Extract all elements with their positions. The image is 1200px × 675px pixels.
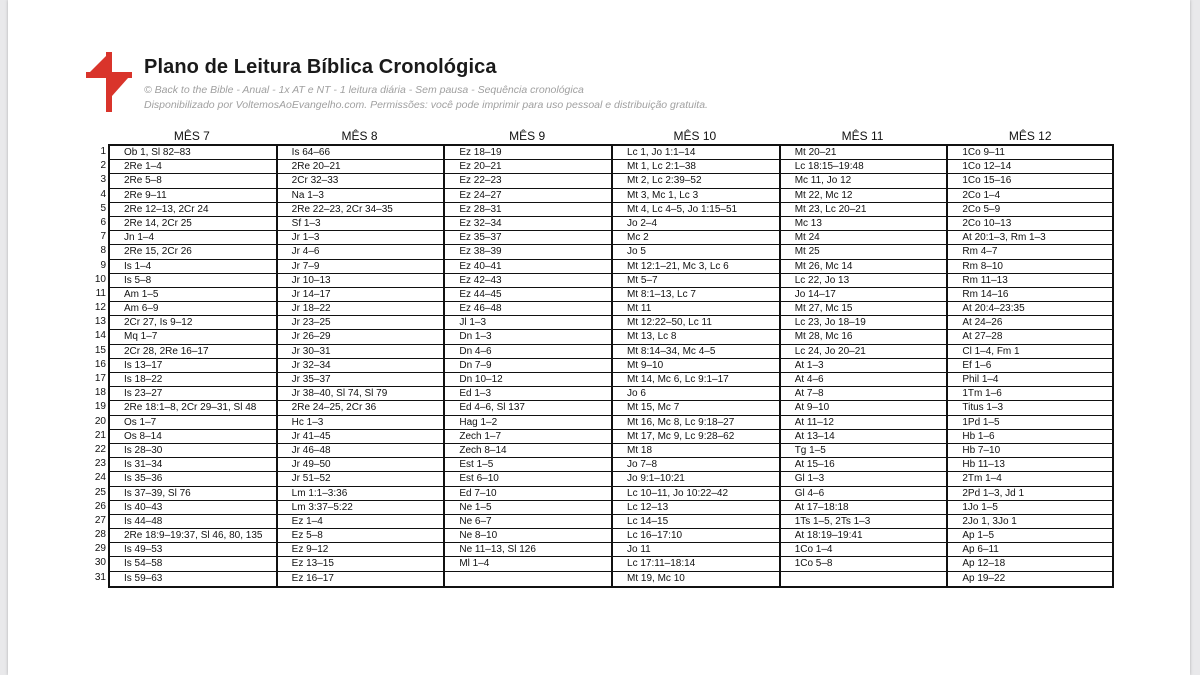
reading-cell: Mt 15, Mc 7 bbox=[613, 401, 779, 415]
month-header: MÊS 10 bbox=[673, 129, 717, 143]
reading-cell: At 20:1–3, Rm 1–3 bbox=[948, 231, 1112, 245]
reading-cell: Jo 14–17 bbox=[781, 288, 947, 302]
reading-cell: Lc 18:15–19:48 bbox=[781, 160, 947, 174]
month-column bbox=[276, 128, 444, 586]
reading-cell: Na 1–3 bbox=[278, 189, 444, 203]
reading-cell: Lc 16–17:10 bbox=[613, 529, 779, 543]
reading-cell: Is 64–66 bbox=[278, 146, 444, 160]
reading-cell: Hb 1–6 bbox=[948, 430, 1112, 444]
day-number: 4 bbox=[100, 188, 106, 200]
day-number: 29 bbox=[94, 543, 106, 555]
reading-cell: Ml 1–4 bbox=[445, 557, 611, 571]
reading-cell: Mq 1–7 bbox=[110, 330, 276, 344]
reading-cell: Ez 42–43 bbox=[445, 274, 611, 288]
day-number: 23 bbox=[94, 458, 106, 470]
reading-cell: Rm 8–10 bbox=[948, 260, 1112, 274]
reading-cell: Mt 1, Lc 2:1–38 bbox=[613, 160, 779, 174]
reading-cell: 2Re 22–23, 2Cr 34–35 bbox=[278, 203, 444, 217]
reading-cell: Ez 16–17 bbox=[291, 572, 334, 584]
reading-cell: Ez 18–19 bbox=[445, 146, 611, 160]
reading-cell: At 4–6 bbox=[781, 373, 947, 387]
reading-cell: Dn 4–6 bbox=[445, 345, 611, 359]
reading-cell: At 15–16 bbox=[781, 458, 947, 472]
reading-cell: Is 40–43 bbox=[110, 501, 276, 515]
reading-cell: Mt 20–21 bbox=[781, 146, 947, 160]
page-title: Plano de Leitura Bíblica Cronológica bbox=[144, 56, 497, 78]
reading-cell: Mt 14, Mc 6, Lc 9:1–17 bbox=[613, 373, 779, 387]
reading-cell: Zech 1–7 bbox=[445, 430, 611, 444]
reading-cell: Rm 4–7 bbox=[948, 245, 1112, 259]
reading-cell: Ez 32–34 bbox=[445, 217, 611, 231]
reading-cell: Ez 9–12 bbox=[278, 543, 444, 557]
reading-cell: Ez 44–45 bbox=[445, 288, 611, 302]
reading-cell: Jl 1–3 bbox=[445, 316, 611, 330]
month-readings bbox=[443, 144, 611, 588]
reading-cell: Is 54–58 bbox=[110, 557, 276, 571]
reading-cell: At 11–12 bbox=[781, 416, 947, 430]
reading-cell: 1Co 12–14 bbox=[948, 160, 1112, 174]
cross-logo-icon bbox=[86, 52, 132, 112]
reading-cell: Mc 11, Jo 12 bbox=[781, 174, 947, 188]
reading-cell: At 18:19–19:41 bbox=[781, 529, 947, 543]
reading-cell: Jo 9:1–10:21 bbox=[613, 472, 779, 486]
reading-cell: 2Re 15, 2Cr 26 bbox=[110, 245, 276, 259]
reading-cell: 1Pd 1–5 bbox=[948, 416, 1112, 430]
day-number: 17 bbox=[94, 373, 106, 384]
day-number: 31 bbox=[94, 571, 106, 583]
day-number: 9 bbox=[100, 259, 106, 271]
reading-cell: Ed 7–10 bbox=[445, 487, 611, 501]
month-header: MÊS 11 bbox=[841, 129, 884, 143]
reading-cell: 1Co 15–16 bbox=[948, 174, 1112, 188]
reading-cell: 2Cr 32–33 bbox=[278, 174, 444, 188]
month-column bbox=[779, 128, 947, 586]
reading-cell: Mt 12:22–50, Lc 11 bbox=[613, 316, 779, 330]
reading-cell: Dn 10–12 bbox=[445, 373, 611, 387]
day-number: 16 bbox=[94, 358, 106, 370]
reading-cell: Mt 12:1–21, Mc 3, Lc 6 bbox=[613, 260, 779, 274]
reading-cell: At 20:4–23:35 bbox=[948, 302, 1112, 316]
day-number: 1 bbox=[100, 146, 106, 157]
reading-cell: Ez 46–48 bbox=[445, 302, 611, 316]
reading-cell: Jr 26–29 bbox=[278, 330, 444, 344]
day-number: 19 bbox=[94, 401, 106, 413]
reading-cell: Jr 7–9 bbox=[278, 260, 444, 274]
day-number-column bbox=[86, 145, 106, 585]
reading-cell: Hag 1–2 bbox=[445, 416, 611, 430]
reading-cell: Est 1–5 bbox=[445, 458, 611, 472]
reading-cell: Mt 17, Mc 9, Lc 9:28–62 bbox=[613, 430, 779, 444]
reading-cell: Zech 8–14 bbox=[445, 444, 611, 458]
day-number: 24 bbox=[94, 472, 106, 484]
reading-cell: Jo 7–8 bbox=[613, 458, 779, 472]
reading-cell: 1Tm 1–6 bbox=[948, 387, 1112, 401]
reading-cell: Is 18–22 bbox=[110, 373, 276, 387]
reading-cell: Mt 5–7 bbox=[613, 274, 779, 288]
reading-cell: Is 49–53 bbox=[110, 543, 276, 557]
day-number: 11 bbox=[95, 287, 106, 299]
reading-cell: Lm 1:1–3:36 bbox=[278, 487, 444, 501]
reading-cell: 2Re 18:1–8, 2Cr 29–31, Sl 48 bbox=[110, 401, 276, 415]
day-number: 8 bbox=[100, 245, 106, 257]
reading-cell: Mt 26, Mc 14 bbox=[781, 260, 947, 274]
reading-cell: Jr 32–34 bbox=[278, 359, 444, 373]
reading-cell: Mt 8:14–34, Mc 4–5 bbox=[613, 345, 779, 359]
reading-cell: Ap 6–11 bbox=[948, 543, 1112, 557]
day-number: 3 bbox=[100, 174, 106, 186]
reading-cell: Am 6–9 bbox=[110, 302, 276, 316]
reading-cell: Mc 13 bbox=[781, 217, 947, 231]
reading-cell: 2Re 20–21 bbox=[278, 160, 444, 174]
month-column bbox=[443, 128, 611, 586]
reading-cell: Ne 6–7 bbox=[445, 515, 611, 529]
reading-cell: Mt 13, Lc 8 bbox=[613, 330, 779, 344]
reading-cell: Jr 4–6 bbox=[278, 245, 444, 259]
reading-cell: 1Co 1–4 bbox=[781, 543, 947, 557]
month-readings bbox=[108, 144, 276, 588]
reading-cell: Jr 1–3 bbox=[278, 231, 444, 245]
reading-cell: Ez 20–21 bbox=[445, 160, 611, 174]
day-number: 27 bbox=[94, 514, 106, 526]
reading-cell: Jr 51–52 bbox=[278, 472, 444, 486]
reading-cell: 2Co 1–4 bbox=[948, 189, 1112, 203]
reading-cell: Dn 1–3 bbox=[445, 330, 611, 344]
reading-cell: At 24–26 bbox=[948, 316, 1112, 330]
reading-cell: Is 59–63 bbox=[124, 572, 163, 584]
reading-cell: Jr 49–50 bbox=[278, 458, 444, 472]
subtitle-line-2: Disponibilizado por VoltemosAoEvangelho.com. Permissões: você pode imprimir para uso pessoal e distribuição gratuita. bbox=[144, 99, 708, 111]
reading-cell: Ez 35–37 bbox=[445, 231, 611, 245]
reading-cell: Lc 24, Jo 20–21 bbox=[781, 345, 947, 359]
reading-cell: Ne 11–13, Sl 126 bbox=[445, 543, 611, 557]
reading-cell: Mt 9–10 bbox=[613, 359, 779, 373]
reading-cell: At 13–14 bbox=[781, 430, 947, 444]
reading-cell: Ez 38–39 bbox=[445, 245, 611, 259]
reading-cell: Is 44–48 bbox=[110, 515, 276, 529]
reading-cell: Lc 12–13 bbox=[613, 501, 779, 515]
reading-cell: 2Pd 1–3, Jd 1 bbox=[948, 487, 1112, 501]
day-number: 22 bbox=[94, 443, 106, 455]
reading-cell: Lm 3:37–5:22 bbox=[278, 501, 444, 515]
document-page bbox=[8, 0, 1190, 675]
reading-cell: Ap 12–18 bbox=[948, 557, 1112, 571]
reading-cell: Mt 27, Mc 15 bbox=[781, 302, 947, 316]
reading-cell: Mt 8:1–13, Lc 7 bbox=[613, 288, 779, 302]
reading-cell: Os 1–7 bbox=[110, 416, 276, 430]
day-number: 2 bbox=[100, 160, 106, 172]
reading-cell: 2Cr 27, Is 9–12 bbox=[110, 316, 276, 330]
reading-cell: Is 35–36 bbox=[110, 472, 276, 486]
day-number: 14 bbox=[94, 330, 106, 342]
reading-cell: Mt 16, Mc 8, Lc 9:18–27 bbox=[613, 416, 779, 430]
day-number: 5 bbox=[100, 202, 106, 214]
reading-cell: 1Ts 1–5, 2Ts 1–3 bbox=[781, 515, 947, 529]
reading-cell: Dn 7–9 bbox=[445, 359, 611, 373]
reading-cell: Jr 10–13 bbox=[278, 274, 444, 288]
reading-cell: Hb 11–13 bbox=[948, 458, 1112, 472]
reading-cell: 2Re 24–25, 2Cr 36 bbox=[278, 401, 444, 415]
reading-cell: 2Re 9–11 bbox=[110, 189, 276, 203]
reading-cell: Ez 40–41 bbox=[445, 260, 611, 274]
reading-cell: Ed 1–3 bbox=[445, 387, 611, 401]
day-number: 21 bbox=[94, 429, 106, 441]
day-number: 26 bbox=[94, 500, 106, 512]
reading-cell: Lc 14–15 bbox=[613, 515, 779, 529]
reading-cell: Gl 4–6 bbox=[781, 487, 947, 501]
reading-cell: Lc 17:11–18:14 bbox=[613, 557, 779, 571]
reading-cell: Cl 1–4, Fm 1 bbox=[948, 345, 1112, 359]
reading-cell: Jr 41–45 bbox=[278, 430, 444, 444]
reading-cell: Ef 1–6 bbox=[948, 359, 1112, 373]
reading-cell: Rm 14–16 bbox=[948, 288, 1112, 302]
reading-cell: At 1–3 bbox=[781, 359, 947, 373]
reading-cell: Am 1–5 bbox=[110, 288, 276, 302]
reading-cell: Ap 19–22 bbox=[962, 572, 1006, 584]
reading-cell: 2Jo 1, 3Jo 1 bbox=[948, 515, 1112, 529]
reading-cell: At 7–8 bbox=[781, 387, 947, 401]
reading-cell: Ne 8–10 bbox=[445, 529, 611, 543]
reading-cell: Jr 46–48 bbox=[278, 444, 444, 458]
reading-cell: Ez 24–27 bbox=[445, 189, 611, 203]
month-column bbox=[611, 128, 779, 586]
reading-cell: Hb 7–10 bbox=[948, 444, 1112, 458]
reading-cell: Est 6–10 bbox=[445, 472, 611, 486]
reading-cell: Jr 23–25 bbox=[278, 316, 444, 330]
reading-cell: Mc 2 bbox=[613, 231, 779, 245]
month-readings bbox=[946, 144, 1114, 588]
reading-cell: Ne 1–5 bbox=[445, 501, 611, 515]
reading-cell: Jr 30–31 bbox=[278, 345, 444, 359]
reading-plan-table bbox=[108, 128, 1114, 586]
day-number: 15 bbox=[94, 344, 106, 356]
reading-cell: Ez 13–15 bbox=[278, 557, 444, 571]
month-column bbox=[108, 128, 276, 586]
reading-cell: 2Re 1–4 bbox=[110, 160, 276, 174]
day-number: 25 bbox=[94, 486, 106, 498]
month-header: MÊS 7 bbox=[173, 129, 210, 143]
reading-cell: 2Re 5–8 bbox=[110, 174, 276, 188]
reading-cell: Ez 1–4 bbox=[278, 515, 444, 529]
reading-cell: Is 23–27 bbox=[110, 387, 276, 401]
reading-cell: Is 28–30 bbox=[110, 444, 276, 458]
reading-cell: Lc 22, Jo 13 bbox=[781, 274, 947, 288]
month-header: MÊS 9 bbox=[509, 129, 546, 143]
reading-cell: Mt 4, Lc 4–5, Jo 1:15–51 bbox=[613, 203, 779, 217]
reading-cell: 2Re 12–13, 2Cr 24 bbox=[110, 203, 276, 217]
reading-cell: Mt 28, Mc 16 bbox=[781, 330, 947, 344]
reading-cell: Is 13–17 bbox=[110, 359, 276, 373]
month-readings bbox=[276, 144, 444, 588]
reading-cell: Mt 3, Mc 1, Lc 3 bbox=[613, 189, 779, 203]
day-number: 13 bbox=[94, 316, 106, 328]
reading-cell: 2Cr 28, 2Re 16–17 bbox=[110, 345, 276, 359]
reading-cell: 2Co 10–13 bbox=[948, 217, 1112, 231]
reading-cell: Jn 1–4 bbox=[110, 231, 276, 245]
reading-cell: 2Re 14, 2Cr 25 bbox=[110, 217, 276, 231]
reading-cell: Mt 23, Lc 20–21 bbox=[781, 203, 947, 217]
month-column bbox=[946, 128, 1114, 586]
day-number: 6 bbox=[100, 216, 106, 228]
reading-cell: Is 31–34 bbox=[110, 458, 276, 472]
subtitle-line-1: © Back to the Bible - Anual - 1x AT e NT - 1 leitura diária - Sem pausa - Sequência cronológica bbox=[144, 84, 584, 96]
reading-cell: Jo 11 bbox=[613, 543, 779, 557]
reading-cell: Gl 1–3 bbox=[781, 472, 947, 486]
reading-cell: Lc 10–11, Jo 10:22–42 bbox=[613, 487, 779, 501]
reading-cell: Tg 1–5 bbox=[781, 444, 947, 458]
reading-cell: Lc 1, Jo 1:1–14 bbox=[613, 146, 779, 160]
reading-cell: At 9–10 bbox=[781, 401, 947, 415]
day-number: 20 bbox=[94, 415, 106, 427]
reading-cell: Jr 18–22 bbox=[278, 302, 444, 316]
month-header: MÊS 12 bbox=[1008, 129, 1052, 143]
reading-cell: Hc 1–3 bbox=[278, 416, 444, 430]
reading-cell: Mt 18 bbox=[613, 444, 779, 458]
reading-cell: Jr 35–37 bbox=[278, 373, 444, 387]
reading-cell: Rm 11–13 bbox=[948, 274, 1112, 288]
day-number: 28 bbox=[94, 529, 106, 541]
reading-cell: Ez 28–31 bbox=[445, 203, 611, 217]
month-readings bbox=[779, 144, 947, 588]
reading-cell: Jr 14–17 bbox=[278, 288, 444, 302]
reading-cell: Mt 2, Lc 2:39–52 bbox=[613, 174, 779, 188]
reading-cell: 2Co 5–9 bbox=[948, 203, 1112, 217]
reading-cell: Jr 38–40, Sl 74, Sl 79 bbox=[278, 387, 444, 401]
month-header: MÊS 8 bbox=[341, 129, 378, 143]
reading-cell: 1Co 5–8 bbox=[781, 557, 947, 571]
reading-cell: Phil 1–4 bbox=[948, 373, 1112, 387]
reading-cell: Ap 1–5 bbox=[948, 529, 1112, 543]
day-number: 30 bbox=[94, 557, 106, 569]
reading-cell: Ez 5–8 bbox=[278, 529, 444, 543]
reading-cell: Jo 6 bbox=[613, 387, 779, 401]
reading-cell: Mt 24 bbox=[781, 231, 947, 245]
day-number: 12 bbox=[94, 302, 106, 314]
day-number: 7 bbox=[100, 231, 106, 243]
reading-cell: 2Re 18:9–19:37, Sl 46, 80, 135 bbox=[110, 529, 276, 543]
reading-cell: Mt 11 bbox=[613, 302, 779, 316]
reading-cell: Lc 23, Jo 18–19 bbox=[781, 316, 947, 330]
reading-cell: 2Tm 1–4 bbox=[948, 472, 1112, 486]
reading-cell: Is 37–39, Sl 76 bbox=[110, 487, 276, 501]
reading-cell bbox=[781, 572, 947, 586]
reading-cell: Mt 19, Mc 10 bbox=[627, 572, 685, 584]
reading-cell: Jo 2–4 bbox=[613, 217, 779, 231]
month-readings bbox=[611, 144, 779, 588]
reading-cell: Os 8–14 bbox=[110, 430, 276, 444]
reading-cell: 1Co 9–11 bbox=[948, 146, 1112, 160]
reading-cell: Ez 22–23 bbox=[445, 174, 611, 188]
reading-cell: At 17–18:18 bbox=[781, 501, 947, 515]
reading-cell: Jo 5 bbox=[613, 245, 779, 259]
day-number: 18 bbox=[94, 387, 106, 399]
reading-cell: Mt 22, Mc 12 bbox=[781, 189, 947, 203]
reading-cell: Ed 4–6, Sl 137 bbox=[445, 401, 611, 415]
day-number: 10 bbox=[94, 273, 106, 285]
reading-cell: Is 1–4 bbox=[110, 260, 276, 274]
reading-cell: Ob 1, Sl 82–83 bbox=[110, 146, 276, 160]
reading-cell: Sf 1–3 bbox=[278, 217, 444, 231]
reading-cell: At 27–28 bbox=[948, 330, 1112, 344]
reading-cell: Titus 1–3 bbox=[948, 401, 1112, 415]
reading-cell bbox=[445, 572, 611, 586]
reading-cell: Is 5–8 bbox=[110, 274, 276, 288]
reading-cell: 1Jo 1–5 bbox=[948, 501, 1112, 515]
reading-cell: Mt 25 bbox=[781, 245, 947, 259]
